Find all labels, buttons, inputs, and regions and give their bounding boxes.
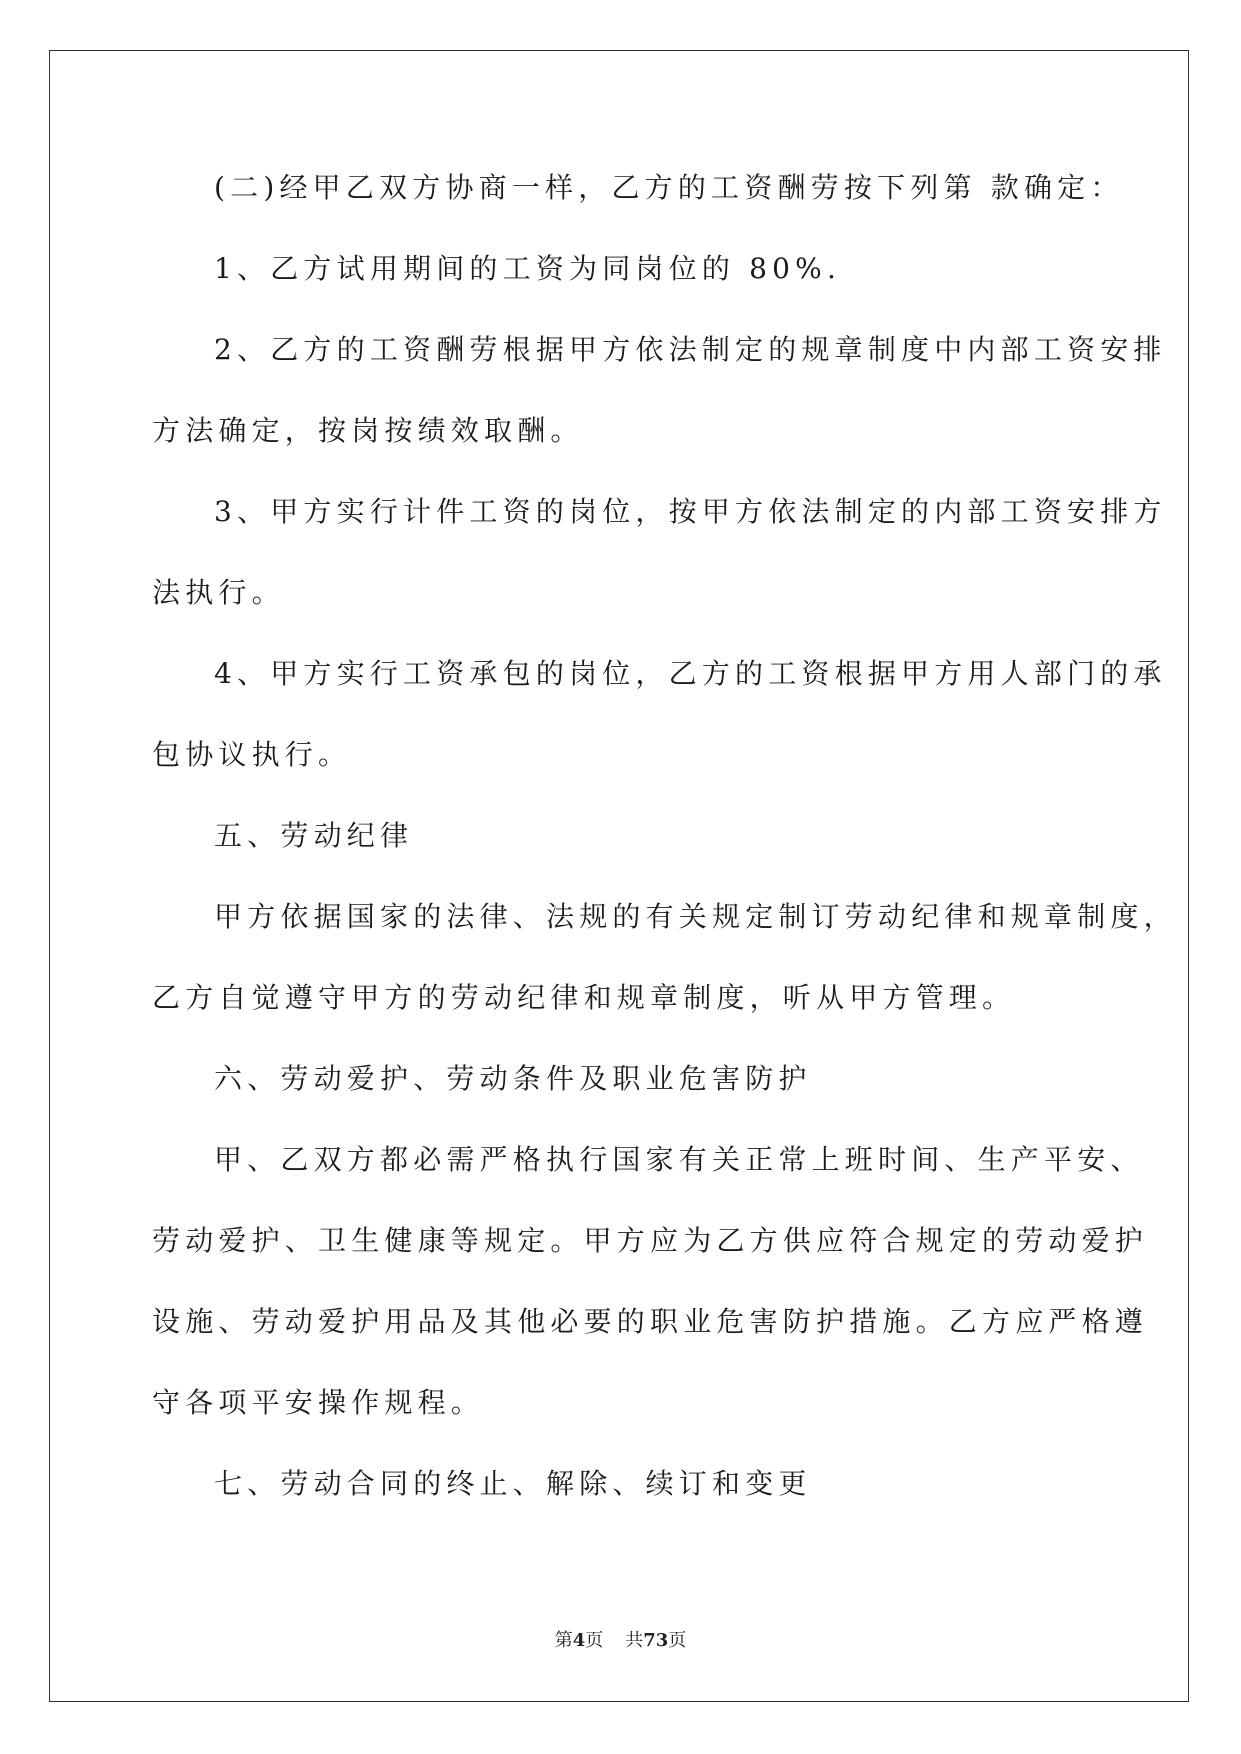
section-heading-7: 七、劳动合同的终止、解除、续订和变更 [214, 1467, 812, 1500]
paragraph-protection-cont-1: 劳动爱护、卫生健康等规定。甲方应为乙方供应符合规定的劳动爱护 [152, 1224, 1149, 1257]
total-prefix: 共 [625, 1630, 644, 1651]
paragraph-protection-cont-3: 守各项平安操作规程。 [152, 1386, 485, 1419]
paragraph-item-2: 2、乙方的工资酬劳根据甲方依法制定的规章制度中内部工资安排 [214, 333, 1167, 366]
paragraph-discipline-cont: 乙方自觉遵守甲方的劳动纪律和规章制度，听从甲方管理。 [152, 981, 1016, 1014]
page-prefix: 第 [554, 1630, 573, 1651]
paragraph-item-2-cont: 方法确定，按岗按绩效取酬。 [152, 414, 584, 447]
paragraph-salary-agreement: (二)经甲乙双方协商一样，乙方的工资酬劳按下列第 款确定： [214, 171, 1124, 204]
paragraph-item-4-cont: 包协议执行。 [152, 738, 352, 771]
paragraph-item-3-cont: 法执行。 [152, 576, 285, 609]
paragraph-discipline: 甲方依据国家的法律、法规的有关规定制订劳动纪律和规章制度， [214, 900, 1177, 933]
page-number: 4 [572, 1630, 586, 1651]
paragraph-item-4: 4、甲方实行工资承包的岗位，乙方的工资根据甲方用人部门的承 [214, 657, 1167, 690]
paragraph-item-3: 3、甲方实行计件工资的岗位，按甲方依法制定的内部工资安排方 [214, 495, 1167, 528]
page-footer [0, 1629, 1241, 1653]
paragraph-protection-cont-2: 设施、劳动爱护用品及其他必要的职业危害防护措施。乙方应严格遵 [152, 1305, 1149, 1338]
page-border [49, 50, 1189, 1702]
total-pages: 73 [643, 1630, 669, 1651]
page-suffix: 页 [585, 1630, 604, 1651]
paragraph-item-1: 1、乙方试用期间的工资为同岗位的 80%. [214, 252, 842, 285]
total-suffix: 页 [668, 1630, 687, 1651]
section-heading-6: 六、劳动爱护、劳动条件及职业危害防护 [214, 1062, 812, 1095]
paragraph-protection: 甲、乙双方都必需严格执行国家有关正常上班时间、生产平安、 [214, 1143, 1144, 1176]
section-heading-5: 五、劳动纪律 [214, 819, 414, 852]
